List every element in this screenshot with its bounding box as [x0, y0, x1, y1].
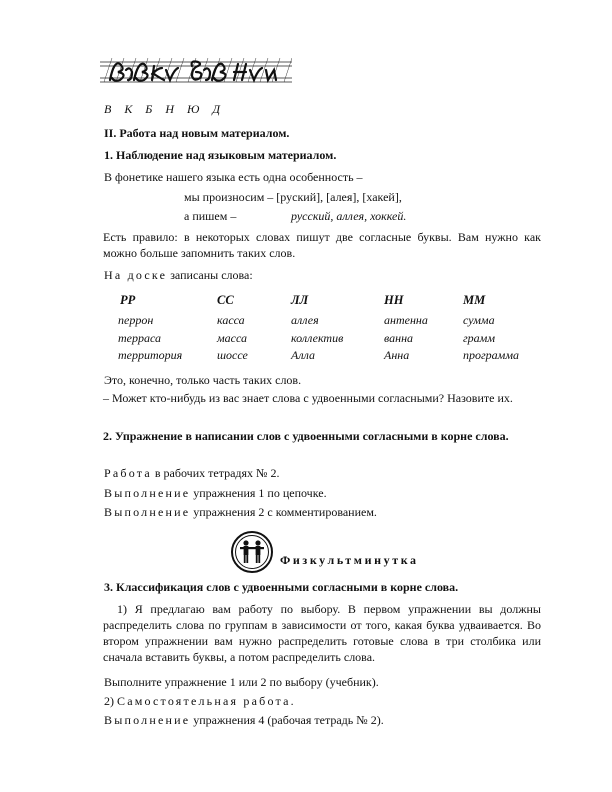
table-header: НН: [384, 293, 404, 307]
table-header: ЛЛ: [291, 293, 309, 307]
table-cell: масса: [217, 331, 247, 345]
table-cell: программа: [463, 348, 519, 362]
independent-line: [104, 694, 296, 709]
subsection-3-title: 3. Классификация слов с удвоенными согласными в корне слова.: [104, 580, 459, 594]
board-suffix: записаны слова:: [170, 268, 253, 282]
we-write-words: русский, аллея, хоккей.: [291, 209, 407, 223]
exec-4-prefix: Выполнение: [104, 713, 191, 727]
exec-2-line: [104, 505, 377, 520]
table-cell: сумма: [463, 313, 495, 327]
table-cell: ванна: [384, 331, 414, 345]
subsection-2-title: 2. Упражнение в написании слов с удвоенными согласными в корне слова.: [103, 429, 509, 443]
board-prefix: На доске: [104, 268, 168, 282]
fizkult-title: Физкультминутка: [280, 553, 419, 567]
section-2-title: II. Работа над новым материалом.: [104, 126, 290, 140]
table-cell: Алла: [291, 348, 315, 362]
work-line: [104, 466, 279, 481]
table-header: СС: [217, 293, 234, 307]
exec-2-prefix: Выполнение: [104, 505, 191, 519]
letters-line: В К Б Н Ю Д: [104, 102, 226, 116]
subsection-1-title: 1. Наблюдение над языковым материалом.: [104, 148, 337, 162]
rule-paragraph: Есть правило: в некоторых словах пишут две согласные буквы. Вам нужно как можно больше запомнить таких слов.: [103, 230, 541, 260]
exec-2-suffix: упражнения 2 с комментированием.: [193, 505, 377, 519]
exec-4-line: [104, 713, 384, 728]
table-cell: грамм: [463, 331, 495, 345]
table-cell: аллея: [291, 313, 319, 327]
do-exercise-text: Выполните упражнение 1 или 2 по выбору (учебник).: [104, 675, 379, 689]
two-people-icon: [230, 530, 274, 574]
handwriting-sample-image: [100, 56, 292, 86]
exec-1-line: [104, 486, 327, 501]
table-cell: касса: [217, 313, 245, 327]
we-say-line: мы произносим – [руский], [алея], [хакей],: [184, 190, 402, 204]
table-cell: перрон: [118, 313, 154, 327]
board-line: [104, 268, 253, 283]
table-header: ММ: [463, 293, 486, 307]
only-part-text: Это, конечно, только часть таких слов.: [104, 373, 302, 387]
table-cell: коллектив: [291, 331, 344, 345]
table-cell: шоссе: [217, 348, 248, 362]
exec-1-suffix: упражнения 1 по цепочке.: [193, 486, 327, 500]
intro-text: В фонетике нашего языка есть одна особенность –: [104, 170, 363, 184]
table-cell: территория: [118, 348, 183, 362]
we-write-label: а пишем –: [184, 209, 237, 223]
table-cell: терраса: [118, 331, 162, 345]
table-cell: антенна: [384, 313, 428, 327]
exec-1-prefix: Выполнение: [104, 486, 191, 500]
question-text: – Может кто-нибудь из вас знает слова с удвоенными согласными? Назовите их.: [103, 391, 513, 405]
work-suffix: в рабочих тетрадях № 2.: [154, 466, 280, 480]
choice-paragraph: 1) Я предлагаю вам работу по выбору. В первом упражнении вы должны распределить слова по группам в зависимости от того, какая буква удваивается. Во втором упражнении вам нужно распределить готовые слова в три столбика или сначала вставить буквы, а потом распределить слова.: [103, 602, 541, 664]
table-header: РР: [120, 293, 136, 307]
exec-4-suffix: упражнения 4 (рабочая тетрадь № 2).: [193, 713, 384, 727]
independent-prefix: 2): [104, 694, 114, 708]
work-prefix: Работа: [104, 466, 152, 480]
independent-title: Самостоятельная работа.: [117, 694, 296, 708]
table-cell: Анна: [384, 348, 410, 362]
